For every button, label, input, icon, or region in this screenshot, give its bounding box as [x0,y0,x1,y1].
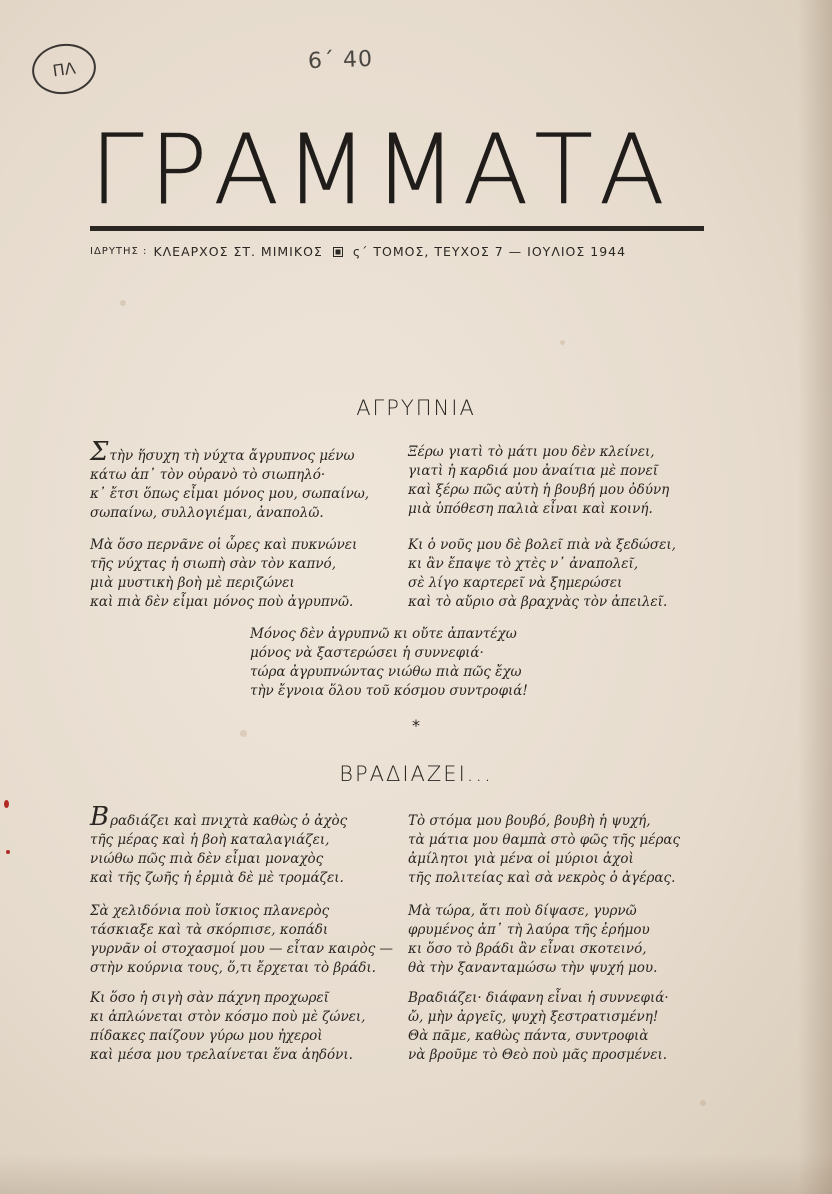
foxing-spot [700,1100,706,1106]
poem2-right-stanza-2 [408,902,657,978]
verse-line: Μὰ ὅσο περνᾶνε οἱ ὧρες καὶ πυκνώνει [90,537,358,553]
verse-line: σὲ λίγο καρτερεῖ νὰ ξημερώσει [408,575,623,591]
verse-line: κι ἂν ἔπαψε τὸ χτὲς ν᾽ ἀναπολεῖ, [408,556,639,572]
verse-line: μόνος νὰ ξαστερώσει ἡ συννεφιά· [250,645,484,661]
magazine-title: ΓΡΑΜΜΑΤΑ [90,114,671,226]
poem-title-vradiazei: ΒΡΑΔΙΑΖΕΙ... [339,762,493,786]
library-stamp: ΠΛ [29,40,99,98]
verse-line: κ᾽ ἔτσι ὅπως εἶμαι μόνος μου, σωπαίνω, [90,486,370,502]
foxing-spot [560,340,565,345]
verse-line: νιώθω πῶς πιὰ δὲν εἶμαι μοναχὸς [90,851,324,867]
verse-line: στὴν κούρνια τους, ὅ,τι ἔρχεται τὸ βράδι. [90,960,376,976]
section-divider-star: * [412,716,420,735]
poem2-right-stanza-1 [408,812,680,888]
founder-label: ΙΔΡΥΤΗΣ : [90,246,148,257]
verse-line: Κι ὁ νοῦς μου δὲ βολεῖ πιὰ νὰ ξεδώσει, [408,537,676,553]
imprint-line [90,244,704,259]
verse-line: κι ὅσο τὸ βράδι ἂν εἶναι σκοτεινό, [408,941,647,957]
verse-line: καὶ μέσα μου τρελαίνεται ἕνα ἀηδόνι. [90,1047,353,1063]
verse-line: τῆς πολιτείας καὶ σὰ νεκρὸς ὁ ἀγέρας. [408,870,676,886]
drop-cap: Β [90,802,110,832]
verse-line: θὰ τὴν ξανανταμώσω τὴν ψυχή μου. [408,960,658,976]
verse-line: καὶ πιὰ δὲν εἶμαι μόνος ποὺ ἀγρυπνῶ. [90,594,354,610]
poem1-left-stanza-1 [90,437,370,523]
verse-line: τῆς μέρας καὶ ἡ βοὴ καταλαγιάζει, [90,832,330,848]
verse-line: Κι ὅσο ἡ σιγὴ σὰν πάχνη προχωρεῖ [90,990,329,1006]
poem-title-agrypnia: ΑΓΡΥΠΝΙΑ [356,396,476,420]
verse-line: γυρνᾶν οἱ στοχασμοί μου — εἶταν καιρὸς — [90,941,394,957]
verse-line: νὰ βροῦμε τὸ Θεὸ ποὺ μᾶς προσμένει. [408,1047,668,1063]
red-ink-mark [4,800,9,808]
verse-line: τάσκιαξε καὶ τὰ σκόρπισε, κοπάδι [90,922,329,938]
poem2-left-stanza-2 [90,902,393,978]
founder-name: ΚΛΕΑΡΧΟΣ ΣΤ. ΜΙΜΙΚΟΣ [153,244,323,259]
verse-line: μιὰ μυστικὴ βοὴ μὲ περιζώνει [90,575,295,591]
verse-line: τὴν ἥσυχη τὴ νύχτα ἄγρυπνος μένω [109,448,355,464]
verse-line: γιατὶ ἡ καρδιά μου ἀναίτια μὲ πονεῖ [408,463,659,479]
verse-line: Ξέρω γιατὶ τὸ μάτι μου δὲν κλείνει, [408,444,655,460]
poem1-left-stanza-2 [90,536,357,612]
verse-line: κάτω ἀπ᾽ τὸν οὐρανὸ τὸ σιωπηλό· [90,467,326,483]
verse-line: τῆς νύχτας ἡ σιωπὴ σὰν τὸν καπνό, [90,556,336,572]
verse-line: σωπαίνω, συλλογιέμαι, ἀναπολῶ. [90,505,324,521]
poem1-right-stanza-1 [408,443,669,519]
verse-line: καὶ τῆς ζωῆς ἡ ἐρμιὰ δὲ μὲ τρομάζει. [90,870,344,886]
foxing-spot [120,300,126,306]
verse-line: ραδιάζει καὶ πνιχτὰ καθὼς ὁ ἀχὸς [110,813,348,829]
verse-line: Θὰ πᾶμε, καθὼς πάντα, συντροφιὰ [408,1028,649,1044]
verse-line: Τὸ στόμα μου βουβό, βουβὴ ἡ ψυχή, [408,813,651,829]
poem2-left-stanza-1 [90,802,348,888]
red-ink-mark [6,850,10,854]
poem1-right-stanza-2 [408,536,676,612]
separator-square-icon [333,247,343,257]
verse-line: Σὰ χελιδόνια ποὺ ἴσκιος πλανερὸς [90,903,330,919]
verse-line: καὶ ξέρω πῶς αὐτὴ ἡ βουβή μου ὀδύνη [408,482,670,498]
verse-line: ὤ, μὴν ἀργεῖς, ψυχὴ ξεστρατισμένη! [408,1009,659,1025]
page-bottom-shading [0,1154,832,1194]
verse-line: μιὰ ὑπόθεση παλιὰ εἶναι καὶ κοινή. [408,501,653,517]
verse-line: κι ἁπλώνεται στὸν κόσμο ποὺ μὲ ζώνει, [90,1009,366,1025]
drop-cap: Σ [90,437,109,467]
issue-info: ς΄ ΤΟΜΟΣ, ΤΕΥΧΟΣ 7 — ΙΟΥΛΙΟΣ 1944 [352,244,627,259]
masthead-rule [90,226,704,231]
page-edge-shading [798,0,832,1194]
verse-line: πίδακες παίζουν γύρω μου ἠχεροὶ [90,1028,323,1044]
verse-line: Βραδιάζει· διάφανη εἶναι ἡ συννεφιά· [408,990,669,1006]
verse-line: Μὰ τώρα, ἄτι ποὺ δίψασε, γυρνῶ [408,903,637,919]
verse-line: τὰ μάτια μου θαμπὰ στὸ φῶς τῆς μέρας [408,832,681,848]
poem1-center-stanza [250,625,528,701]
handwritten-note: 6΄ 40 [307,46,374,75]
verse-line: ἀμίλητοι γιὰ μένα οἱ μύριοι ἀχοὶ [408,851,634,867]
verse-line: καὶ τὸ αὔριο σὰ βραχνὰς τὸν ἀπειλεῖ. [408,594,668,610]
verse-line: τώρα ἀγρυπνώντας νιώθω πιὰ πῶς ἔχω [250,664,522,680]
verse-line: Μόνος δὲν ἀγρυπνῶ κι οὔτε ἀπαντέχω [250,626,517,642]
verse-line: τὴν ἔγνοια ὅλου τοῦ κόσμου συντροφιά! [250,683,528,699]
poem2-right-stanza-3 [408,989,669,1065]
poem2-left-stanza-3 [90,989,365,1065]
verse-line: φρυμένος ἀπ᾽ τὴ λαύρα τῆς ἐρήμου [408,922,650,938]
